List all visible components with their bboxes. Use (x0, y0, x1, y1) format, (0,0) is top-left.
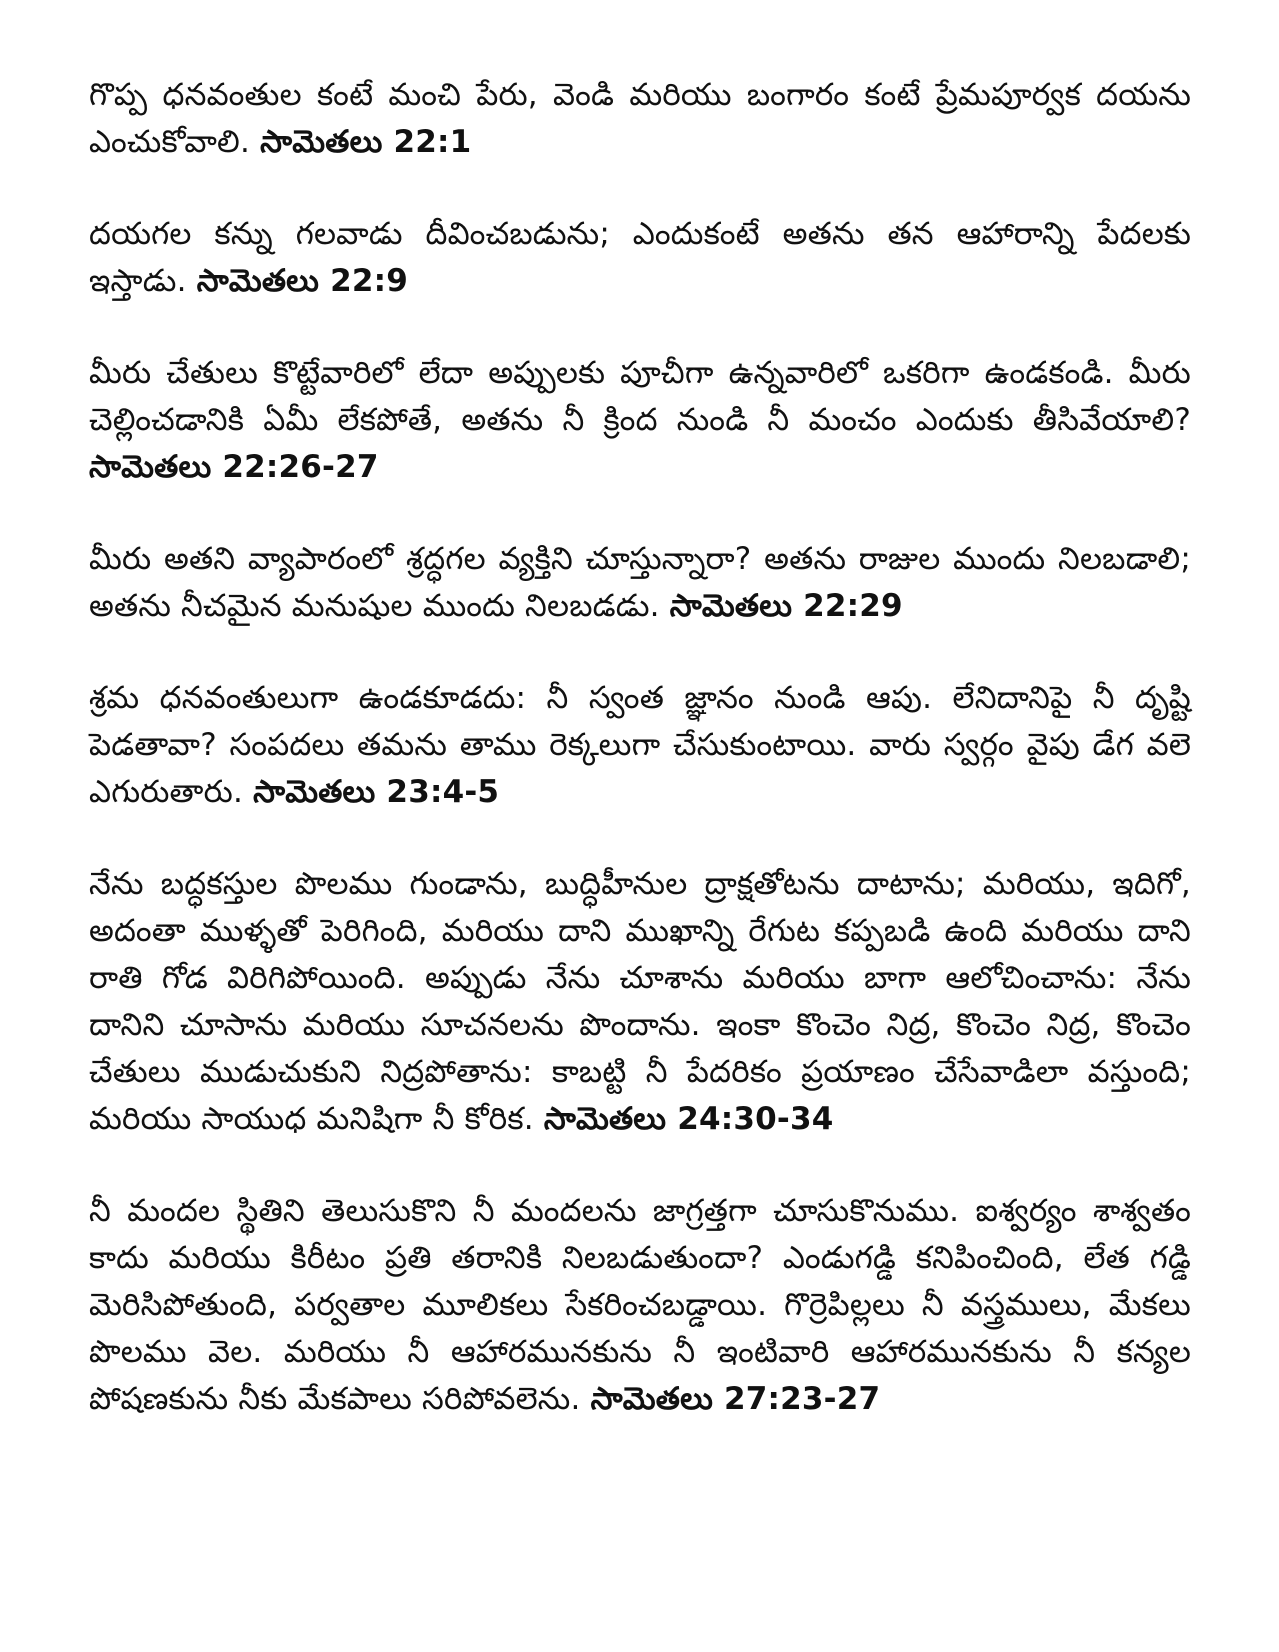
verse-paragraph (89, 675, 1191, 816)
verse-reference: సామెతలు 22:1 (260, 124, 472, 160)
document-page (89, 72, 1191, 1468)
verse-paragraph (89, 536, 1191, 630)
verse-text: నీ మందల స్థితిని తెలుసుకొని నీ మందలను జాగ్రత్తగా చూసుకొనుము. ఐశ్వర్యం శాశ్వతం కాదు మరియు కిరీటం ప్రతి తరానికి నిలబడుతుందా? ఎండుగడ్డి కనిపించింది, లేత గడ్డి మెరిసిపోతుంది, పర్వతాల మూలికలు సేకరించబడ్డాయి. గొర్రెపిల్లలు నీ వస్త్రములు, మేకలు పొలము వెల. మరియు నీ ఆహారమునకును నీ ఇంటివారి ఆహారమునకును నీ కన్యల పోషణకును నీకు మేకపాలు సరిపోవలెను. (89, 1193, 1191, 1417)
verse-text: శ్రమ ధనవంతులుగా ఉండకూడదు: నీ స్వంత జ్ఞానం నుండి ఆపు. లేనిదానిపై నీ దృష్టి పెడతావా? సంపదలు తమను తాము రెక్కలుగా చేసుకుంటాయి. వారు స్వర్గం వైపు డేగ వలె ఎగురుతారు. (89, 680, 1191, 810)
verse-reference: సామెతలు 22:26-27 (89, 449, 379, 485)
verse-reference: సామెతలు 23:4-5 (253, 774, 500, 810)
verse-reference: సామెతలు 24:30-34 (543, 1101, 834, 1137)
verse-paragraph (89, 1188, 1191, 1423)
verse-reference: సామెతలు 22:9 (196, 263, 408, 299)
verse-paragraph (89, 350, 1191, 491)
verse-text: మీరు చేతులు కొట్టేవారిలో లేదా అప్పులకు పూచీగా ఉన్నవారిలో ఒకరిగా ఉండకండి. మీరు చెల్లించడానికి ఏమీ లేకపోతే, అతను నీ క్రింద నుండి నీ మంచం ఎందుకు తీసివేయాలి? (89, 355, 1191, 438)
verse-paragraph (89, 211, 1191, 305)
verse-text: గొప్ప ధనవంతుల కంటే మంచి పేరు, వెండి మరియు బంగారం కంటే ప్రేమపూర్వక దయను ఎంచుకోవాలి. (89, 77, 1191, 160)
verse-reference: సామెతలు 27:23-27 (590, 1381, 881, 1417)
verse-paragraph (89, 72, 1191, 166)
verse-text: మీరు అతని వ్యాపారంలో శ్రద్ధగల వ్యక్తిని చూస్తున్నారా? అతను రాజుల ముందు నిలబడాలి; అతను నీచమైన మనుషుల ముందు నిలబడడు. (89, 541, 1191, 624)
verse-text: దయగల కన్ను గలవాడు దీవించబడును; ఎందుకంటే అతను తన ఆహారాన్ని పేదలకు ఇస్తాడు. (89, 216, 1191, 299)
verse-paragraph (89, 861, 1191, 1143)
verse-text: నేను బద్ధకస్తుల పొలము గుండాను, బుద్ధిహీనుల ద్రాక్షతోటను దాటాను; మరియు, ఇదిగో, అదంతా ముళ్ళతో పెరిగింది, మరియు దాని ముఖాన్ని రేగుట కప్పబడి ఉంది మరియు దాని రాతి గోడ విరిగిపోయింది. అప్పుడు నేను చూశాను మరియు బాగా ఆలోచించాను: నేను దానిని చూసాను మరియు సూచనలను పొందాను. ఇంకా కొంచెం నిద్ర, కొంచెం నిద్ర, కొంచెం చేతులు ముడుచుకుని నిద్రపోతాను: కాబట్టి నీ పేదరికం ప్రయాణం చేసేవాడిలా వస్తుంది; మరియు సాయుధ మనిషిగా నీ కోరిక. (89, 866, 1191, 1137)
verse-reference: సామెతలు 22:29 (669, 588, 903, 624)
